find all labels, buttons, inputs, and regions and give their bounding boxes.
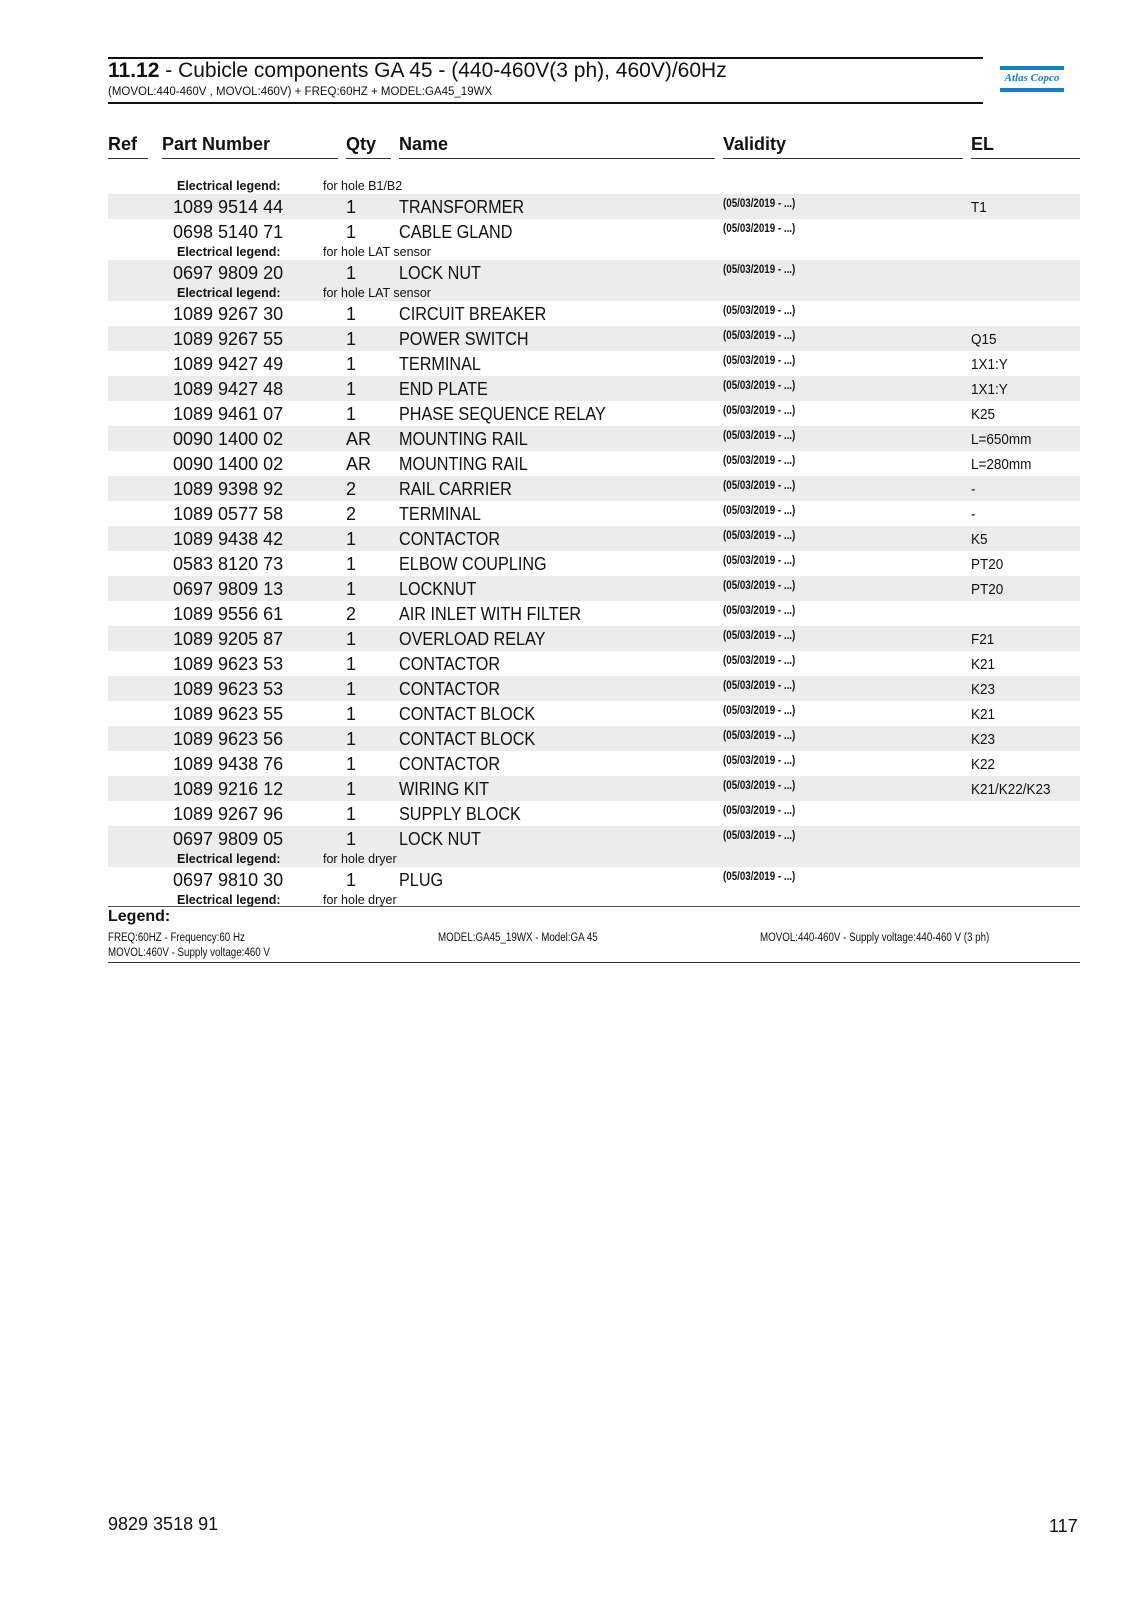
column-rule-name — [399, 158, 715, 159]
qty-cell: 1 — [346, 529, 357, 549]
qty-cell: 1 — [346, 754, 357, 774]
validity-cell: (05/03/2019 - ...) — [723, 755, 796, 767]
name-cell: CONTACTOR — [399, 679, 501, 699]
column-rule-qty — [346, 158, 391, 159]
part-number-cell: 1089 9623 55 — [173, 704, 284, 724]
validity-cell: (05/03/2019 - ...) — [723, 680, 796, 692]
name-cell: PHASE SEQUENCE RELAY — [399, 404, 606, 424]
electrical-legend-label: Electrical legend: — [177, 286, 281, 300]
qty-cell: 1 — [346, 679, 357, 699]
part-number-cell: 1089 9438 42 — [173, 529, 284, 549]
name-cell: CONTACTOR — [399, 754, 501, 774]
qty-cell: 1 — [346, 729, 357, 749]
table-row — [108, 426, 1080, 451]
part-number-cell: 0697 9810 30 — [173, 870, 284, 890]
column-part-number: Part Number — [162, 134, 271, 154]
el-cell: 1X1:Y — [971, 381, 1008, 398]
table-row — [108, 626, 1080, 651]
column-rule-ref — [108, 158, 148, 159]
legend-item: MODEL:GA45_19WX - Model:GA 45 — [438, 932, 598, 944]
validity-cell: (05/03/2019 - ...) — [723, 530, 796, 542]
el-cell: K21/K22/K23 — [971, 781, 1051, 798]
validity-cell: (05/03/2019 - ...) — [723, 380, 796, 392]
part-number-cell: 1089 9623 53 — [173, 654, 284, 674]
name-cell: PLUG — [399, 870, 444, 890]
qty-cell: 1 — [346, 829, 357, 849]
validity-cell: (05/03/2019 - ...) — [723, 480, 796, 492]
validity-cell: (05/03/2019 - ...) — [723, 505, 796, 517]
column-el: EL — [971, 134, 995, 154]
validity-cell: (05/03/2019 - ...) — [723, 555, 796, 567]
table-row — [108, 576, 1080, 601]
table-row — [108, 776, 1080, 801]
table-row — [108, 326, 1080, 351]
qty-cell: 1 — [346, 654, 357, 674]
validity-cell: (05/03/2019 - ...) — [723, 605, 796, 617]
qty-cell: 2 — [346, 604, 357, 624]
el-cell: PT20 — [971, 581, 1004, 598]
part-number-cell: 1089 9216 12 — [173, 779, 284, 799]
legend-bottom-rule — [108, 962, 1080, 963]
name-cell: CIRCUIT BREAKER — [399, 304, 547, 324]
name-cell: MOUNTING RAIL — [399, 454, 528, 474]
el-cell: K21 — [971, 656, 996, 673]
qty-cell: 1 — [346, 870, 357, 890]
table-row — [108, 401, 1080, 426]
column-ref: Ref — [108, 134, 138, 154]
validity-cell: (05/03/2019 - ...) — [723, 780, 796, 792]
el-cell: - — [971, 506, 976, 523]
electrical-legend-label: Electrical legend: — [177, 179, 281, 193]
page-title — [108, 58, 727, 84]
validity-cell: (05/03/2019 - ...) — [723, 355, 796, 367]
electrical-legend-label: Electrical legend: — [177, 893, 281, 907]
name-cell: LOCK NUT — [399, 263, 481, 283]
part-number-cell: 0697 9809 13 — [173, 579, 284, 599]
logo-text: Atlas Copco — [1004, 72, 1060, 84]
table-row — [108, 726, 1080, 751]
part-number-cell: 1089 9267 55 — [173, 329, 284, 349]
qty-cell: 1 — [346, 197, 357, 217]
name-cell: TRANSFORMER — [399, 197, 525, 217]
part-number-cell: 0697 9809 05 — [173, 829, 284, 849]
table-row — [108, 351, 1080, 376]
validity-cell: (05/03/2019 - ...) — [723, 630, 796, 642]
legend-item: FREQ:60HZ - Frequency:60 Hz — [108, 932, 245, 944]
electrical-legend-row — [108, 178, 1080, 194]
validity-cell: (05/03/2019 - ...) — [723, 655, 796, 667]
qty-cell: 1 — [346, 222, 357, 242]
name-cell: LOCKNUT — [399, 579, 477, 599]
table-row — [108, 751, 1080, 776]
qty-cell: AR — [346, 429, 372, 449]
validity-cell: (05/03/2019 - ...) — [723, 580, 796, 592]
part-number-cell: 1089 9267 30 — [173, 304, 284, 324]
validity-cell: (05/03/2019 - ...) — [723, 198, 796, 210]
el-cell: Q15 — [971, 331, 997, 348]
part-number-cell: 1089 9556 61 — [173, 604, 284, 624]
name-cell: MOUNTING RAIL — [399, 429, 528, 449]
qty-cell: 1 — [346, 579, 357, 599]
part-number-cell: 0090 1400 02 — [173, 429, 284, 449]
qty-cell: AR — [346, 454, 372, 474]
validity-cell: (05/03/2019 - ...) — [723, 305, 796, 317]
el-cell: 1X1:Y — [971, 356, 1008, 373]
name-cell: CABLE GLAND — [399, 222, 513, 242]
part-number-cell: 1089 9427 48 — [173, 379, 284, 399]
qty-cell: 2 — [346, 479, 357, 499]
part-number-cell: 1089 9623 56 — [173, 729, 284, 749]
validity-cell: (05/03/2019 - ...) — [723, 730, 796, 742]
table-row — [108, 219, 1080, 244]
name-cell: CONTACTOR — [399, 529, 501, 549]
validity-cell: (05/03/2019 - ...) — [723, 430, 796, 442]
electrical-legend-label: Electrical legend: — [177, 245, 281, 259]
el-cell: K21 — [971, 706, 996, 723]
part-number-cell: 1089 0577 58 — [173, 504, 284, 524]
table-row — [108, 260, 1080, 285]
table-row — [108, 376, 1080, 401]
name-cell: AIR INLET WITH FILTER — [399, 604, 582, 624]
part-number-cell: 0583 8120 73 — [173, 554, 284, 574]
table-row — [108, 476, 1080, 501]
legend-item: MOVOL:440-460V - Supply voltage:440-460 V (3 ph) — [760, 932, 990, 944]
part-number-cell: 1089 9267 96 — [173, 804, 284, 824]
part-number-cell: 1089 9427 49 — [173, 354, 284, 374]
table-row — [108, 826, 1080, 851]
qty-cell: 1 — [346, 404, 357, 424]
part-number-cell: 0697 9809 20 — [173, 263, 284, 283]
el-cell: F21 — [971, 631, 995, 648]
validity-cell: (05/03/2019 - ...) — [723, 223, 796, 235]
name-cell: TERMINAL — [399, 354, 481, 374]
name-cell: CONTACT BLOCK — [399, 729, 536, 749]
part-number-cell: 1089 9438 76 — [173, 754, 284, 774]
validity-cell: (05/03/2019 - ...) — [723, 330, 796, 342]
name-cell: SUPPLY BLOCK — [399, 804, 521, 824]
qty-cell: 1 — [346, 304, 357, 324]
qty-cell: 1 — [346, 554, 357, 574]
legend-title: Legend: — [108, 908, 171, 925]
column-validity: Validity — [723, 134, 787, 154]
column-rule-part-number — [162, 158, 338, 159]
column-rule-validity — [723, 158, 963, 159]
validity-cell: (05/03/2019 - ...) — [723, 264, 796, 276]
table-row — [108, 701, 1080, 726]
table-row — [108, 651, 1080, 676]
column-name: Name — [399, 134, 449, 154]
table-row — [108, 676, 1080, 701]
el-cell: K25 — [971, 406, 996, 423]
table-row — [108, 301, 1080, 326]
page-subtitle: (MOVOL:440-460V , MOVOL:460V) + FREQ:60HZ + MODEL:GA45_19WX — [108, 86, 493, 98]
validity-cell: (05/03/2019 - ...) — [723, 405, 796, 417]
name-cell: END PLATE — [399, 379, 488, 399]
el-cell: L=280mm — [971, 456, 1032, 473]
part-number-cell: 1089 9398 92 — [173, 479, 284, 499]
logo-bottom-bar — [1000, 88, 1064, 92]
electrical-legend-text: for hole LAT sensor — [323, 245, 431, 259]
qty-cell: 1 — [346, 704, 357, 724]
validity-cell: (05/03/2019 - ...) — [723, 805, 796, 817]
qty-cell: 1 — [346, 779, 357, 799]
part-number-cell: 1089 9623 53 — [173, 679, 284, 699]
section-title: - Cubicle components GA 45 - (440-460V(3 ph), 460V)/60Hz — [159, 59, 727, 82]
el-cell: K22 — [971, 756, 996, 773]
qty-cell: 1 — [346, 629, 357, 649]
qty-cell: 1 — [346, 379, 357, 399]
el-cell: PT20 — [971, 556, 1004, 573]
qty-cell: 1 — [346, 354, 357, 374]
section-number: 11.12 — [108, 59, 160, 82]
name-cell: POWER SWITCH — [399, 329, 529, 349]
column-qty: Qty — [346, 134, 377, 154]
electrical-legend-label: Electrical legend: — [177, 852, 281, 866]
part-number-cell: 1089 9461 07 — [173, 404, 284, 424]
table-row — [108, 501, 1080, 526]
table-row — [108, 526, 1080, 551]
name-cell: OVERLOAD RELAY — [399, 629, 546, 649]
electrical-legend-text: for hole LAT sensor — [323, 286, 431, 300]
electrical-legend-row — [108, 851, 1080, 867]
electrical-legend-row — [108, 285, 1080, 301]
el-cell: K5 — [971, 531, 988, 548]
table-row — [108, 601, 1080, 626]
validity-cell: (05/03/2019 - ...) — [723, 455, 796, 467]
table-row — [108, 867, 1080, 892]
page-number: 117 — [1049, 1516, 1078, 1536]
legend-item: MOVOL:460V - Supply voltage:460 V — [108, 947, 270, 959]
el-cell: - — [971, 481, 976, 498]
name-cell: WIRING KIT — [399, 779, 489, 799]
el-cell: L=650mm — [971, 431, 1032, 448]
electrical-legend-text: for hole dryer — [323, 852, 397, 866]
qty-cell: 2 — [346, 504, 357, 524]
electrical-legend-text: for hole B1/B2 — [323, 179, 403, 193]
name-cell: LOCK NUT — [399, 829, 481, 849]
electrical-legend-row — [108, 244, 1080, 260]
header-bottom-rule — [108, 102, 983, 104]
el-cell: T1 — [971, 199, 987, 216]
legend-top-rule — [108, 906, 1080, 907]
qty-cell: 1 — [346, 263, 357, 283]
el-cell: K23 — [971, 731, 996, 748]
name-cell: CONTACT BLOCK — [399, 704, 536, 724]
table-row — [108, 194, 1080, 219]
name-cell: RAIL CARRIER — [399, 479, 512, 499]
electrical-legend-text: for hole dryer — [323, 893, 397, 907]
part-number-cell: 0090 1400 02 — [173, 454, 284, 474]
validity-cell: (05/03/2019 - ...) — [723, 871, 796, 883]
name-cell: ELBOW COUPLING — [399, 554, 547, 574]
atlas-copco-logo — [1000, 66, 1064, 94]
document-number: 9829 3518 91 — [108, 1514, 219, 1534]
validity-cell: (05/03/2019 - ...) — [723, 830, 796, 842]
part-number-cell: 0698 5140 71 — [173, 222, 284, 242]
parts-table — [108, 178, 1080, 908]
validity-cell: (05/03/2019 - ...) — [723, 705, 796, 717]
part-number-cell: 1089 9514 44 — [173, 197, 284, 217]
table-row — [108, 801, 1080, 826]
name-cell: TERMINAL — [399, 504, 481, 524]
table-row — [108, 451, 1080, 476]
name-cell: CONTACTOR — [399, 654, 501, 674]
column-rule-el — [971, 158, 1080, 159]
qty-cell: 1 — [346, 329, 357, 349]
part-number-cell: 1089 9205 87 — [173, 629, 284, 649]
el-cell: K23 — [971, 681, 996, 698]
qty-cell: 1 — [346, 804, 357, 824]
table-row — [108, 551, 1080, 576]
